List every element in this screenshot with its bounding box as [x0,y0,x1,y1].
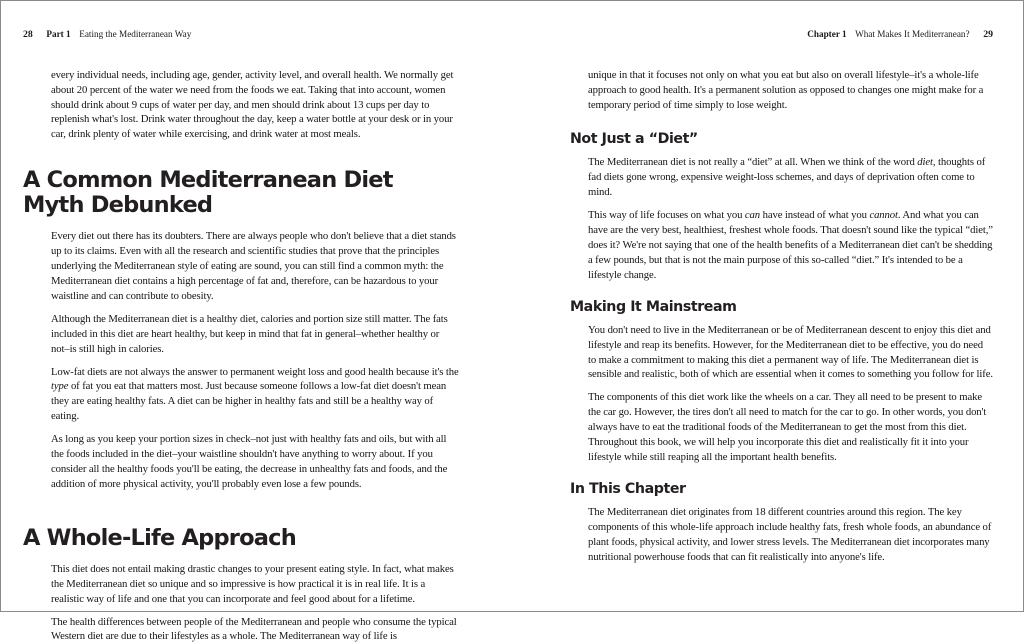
paragraph: The Mediterranean diet originates from 18 different countries around this region. The key components of this whole-life approach include healthy fats, fresh whole foods, an abundance of plant foods, physical activity, and lower stress levels. The Mediterranean diet incorporates many nutritional powerhouse foods that can fit realistically into anyone's life. [588,505,993,565]
section-body-in-this-chapter [570,505,993,565]
running-head-left [23,29,460,41]
section-heading-not-just-a-diet: Not Just a “Diet” [570,131,993,148]
paragraph: Low-fat diets are not always the answer to permanent weight loss and good health because it's the type of fat you eat that matters most. Just because someone follows a low-fat diet doesn't mean they are eating healthy fats. A diet can be higher in healthy fats and still be a healthy way of eating. [51,365,460,425]
paragraph: The Mediterranean diet is not really a “diet” at all. When we think of the word diet, thoughts of fad diets gone wrong, expensive weight-loss schemes, and days of deprivation often come to mind. [588,155,993,200]
paragraph: Every diet out there has its doubters. There are always people who don't believe that a diet stands up to its claims. Even with all the research and scientific studies that prove that the principles underlying the Mediterranean style of eating are sound, you can still find a common myth: the Mediterranean diet contains a high percentage of fat and, therefore, can be hazardous to your waistline and can contribute to obesity. [51,229,460,304]
section-heading-in-this-chapter: In This Chapter [570,481,993,498]
chapter-label: Chapter 1 [807,29,846,39]
section-body-common-myth [23,229,460,492]
left-page [1,1,512,611]
paragraph: This way of life focuses on what you can have instead of what you cannot. And what you can have are the very best, healthiest, freshest whole foods. That doesn't sound like the typical “diet,” does it? We're not saying that one of the health benefits of a Mediterranean diet can't be shedding a few pounds, but that is not the main purpose of this so-called “diet.” It's intended to be a lifestyle change. [588,208,993,283]
section-body-not-just-a-diet [570,155,993,282]
paragraph: You don't need to live in the Mediterranean or be of Mediterranean descent to enjoy this diet and lifestyle and reap its benefits. However, for the Mediterranean diet to be effective, you do need to make a commitment to making this diet a permanent way of life. The Mediterranean diet is sensible and realistic, both of which are essential when it comes to something you follow for life. [588,323,993,383]
lead-paragraph-left: every individual needs, including age, gender, activity level, and overall health. We normally get about 20 percent of the water we need from the foods we eat. Taking that into account, women should drink about 9 cups of water per day, and men should drink about 13 cups per day to replenish what's lost. Drink water throughout the day, keep a water bottle at your desk or in your car, drink plenty of water while exercising, and drink water at most meals. [23,68,460,143]
right-page [512,1,1023,611]
section-body-making-it-mainstream [570,323,993,465]
part-title: Eating the Mediterranean Way [79,29,191,39]
page-folio-right: 29 [983,29,993,40]
section-body-whole-life [23,562,460,644]
section-heading-whole-life: A Whole-Life Approach [23,526,460,551]
page-folio-left: 28 [23,29,33,40]
section-heading-common-myth: A Common Mediterranean Diet Myth Debunked [23,168,460,218]
paragraph: Although the Mediterranean diet is a healthy diet, calories and portion size still matter. The fats included in this diet are heart healthy, but keep in mind that fat in general–whether healthy or not–is still high in calories. [51,312,460,357]
chapter-title: What Makes It Mediterranean? [855,29,970,39]
lead-paragraph-right: unique in that it focuses not only on what you eat but also on overall lifestyle–it's a whole-life approach to good health. It's a permanent solution as opposed to changes one might make for a temporary period of time simply to lose weight. [570,68,993,113]
paragraph: As long as you keep your portion sizes in check–not just with healthy fats and oils, but with all the foods included in the diet–your waistline shouldn't have anything to worry about. If you consider all the healthy foods you'll be eating, the decrease in unhealthy fats and foods, and the addition of more physical activity, you'll probably even lose a few pounds. [51,432,460,492]
running-head-right [570,29,993,41]
paragraph: The health differences between people of the Mediterranean and people who consume the typical Western diet are due to their lifestyles as a whole. The Mediterranean way of life is [51,615,460,644]
paragraph: This diet does not entail making drastic changes to your present eating style. In fact, what makes the Mediterranean diet so unique and so impressive is how practical it is in real life. It is a realistic way of life and one that you can incorporate and feel good about for a lifetime. [51,562,460,607]
paragraph: The components of this diet work like the wheels on a car. They all need to be present to make the car go. However, the tires don't all need to match for the car to go. In other words, you don't always have to eat the traditional foods of the Mediterranean to get the most from this diet. Throughout this book, we will help you incorporate this diet and realistically fit it into your lifestyle while still reaping all the important health benefits. [588,390,993,465]
section-heading-making-it-mainstream: Making It Mainstream [570,299,993,316]
part-label: Part 1 [46,29,70,39]
